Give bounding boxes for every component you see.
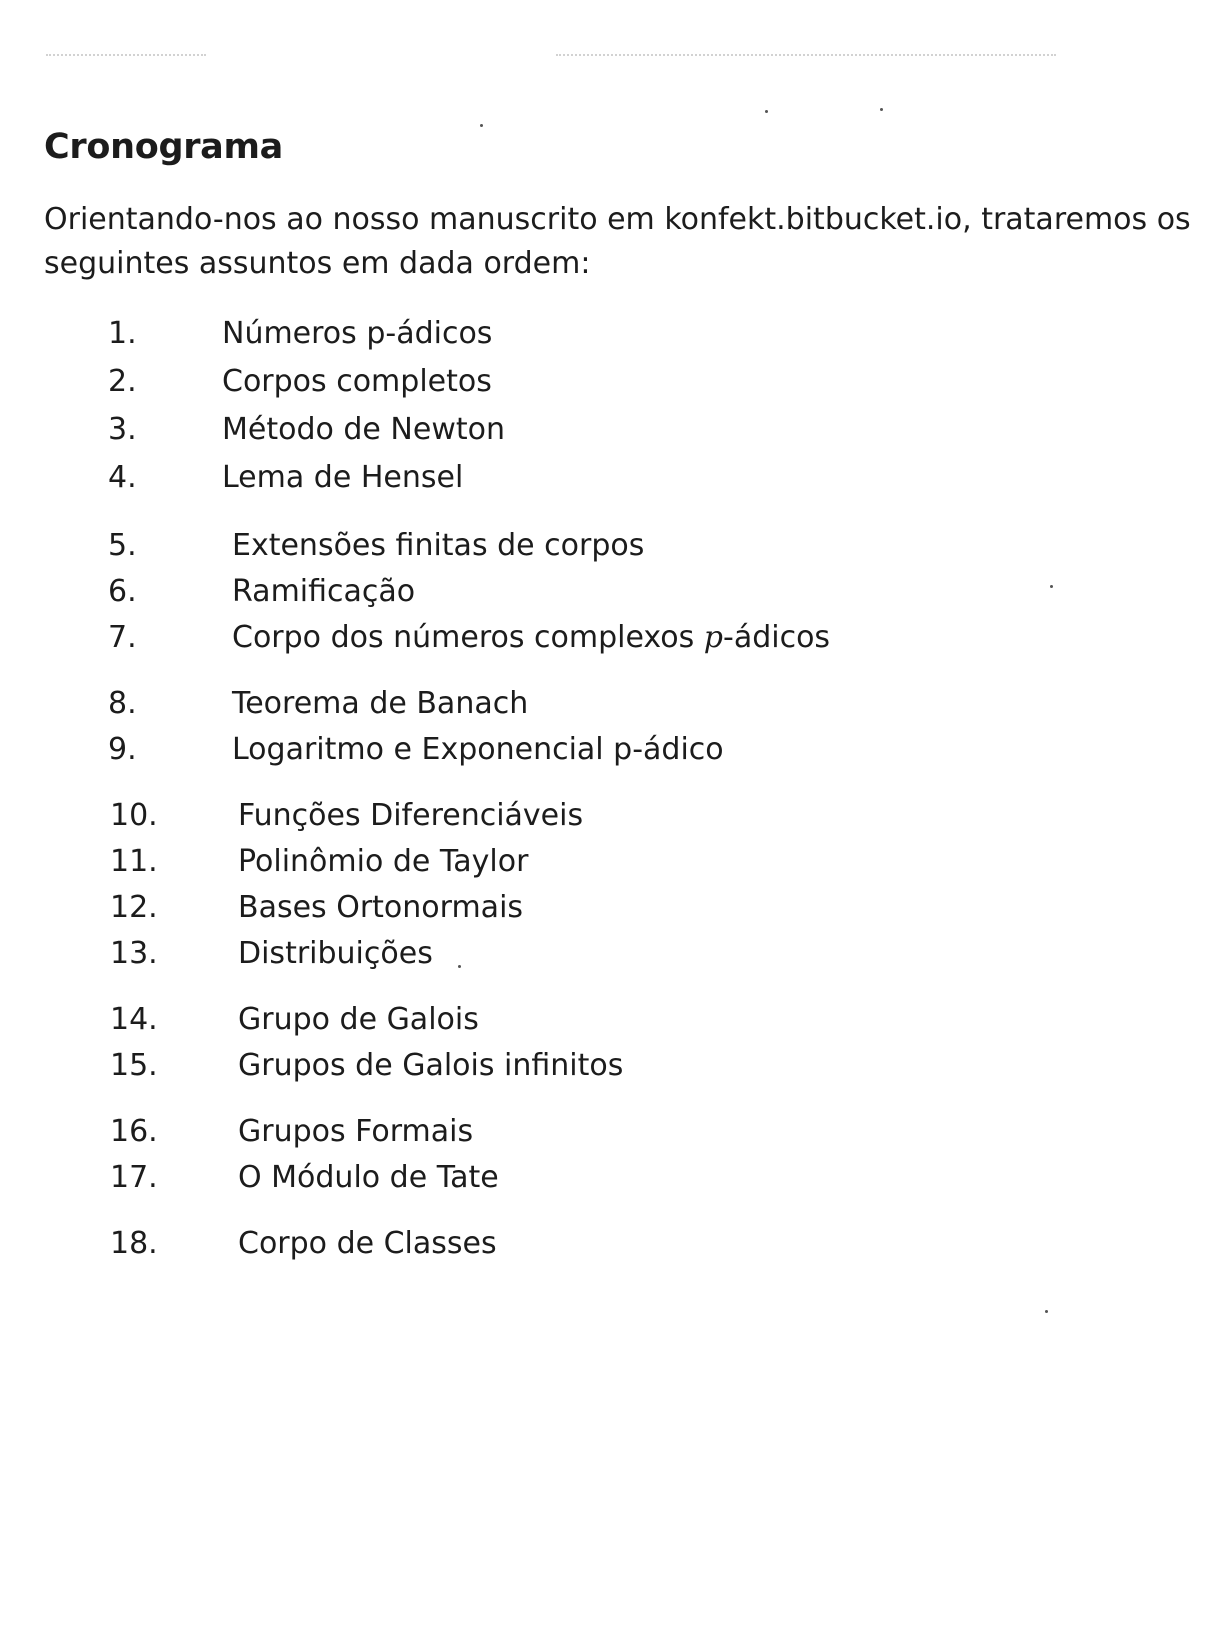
item-number: 5. bbox=[108, 528, 137, 563]
item-number: 1. bbox=[108, 316, 137, 351]
item-label: Extensões finitas de corpos bbox=[232, 528, 645, 563]
item-label: O Módulo de Tate bbox=[238, 1160, 499, 1195]
item-number: 11. bbox=[110, 844, 158, 879]
item-label-suffix: -ádicos bbox=[723, 620, 831, 655]
item-label: Distribuições bbox=[238, 936, 433, 971]
item-label: Funções Diferenciáveis bbox=[238, 798, 584, 833]
item-label: Bases Ortonormais bbox=[238, 890, 524, 925]
item-label bbox=[232, 618, 830, 658]
item-label: Ramificação bbox=[232, 574, 416, 609]
item-number: 3. bbox=[108, 412, 137, 447]
item-number: 13. bbox=[110, 936, 158, 971]
speck bbox=[1045, 1310, 1048, 1313]
item-number: 14. bbox=[110, 1002, 158, 1037]
scan-artifact-left bbox=[46, 44, 206, 56]
item-label: Grupos Formais bbox=[238, 1114, 474, 1149]
item-number: 15. bbox=[110, 1048, 158, 1083]
item-number: 7. bbox=[108, 620, 137, 655]
item-number: 4. bbox=[108, 460, 137, 495]
item-label-prefix: Corpo dos números complexos bbox=[232, 620, 704, 655]
speck bbox=[458, 965, 461, 968]
item-number: 8. bbox=[108, 686, 137, 721]
item-label: Logaritmo e Exponencial p-ádico bbox=[232, 732, 724, 767]
item-label: Lema de Hensel bbox=[222, 460, 464, 495]
speck bbox=[480, 124, 483, 127]
speck bbox=[765, 110, 768, 113]
item-number: 12. bbox=[110, 890, 158, 925]
item-number: 2. bbox=[108, 364, 137, 399]
item-label: Corpos completos bbox=[222, 364, 492, 399]
item-label-variable: p bbox=[703, 620, 723, 655]
item-number: 18. bbox=[110, 1226, 158, 1261]
item-number: 9. bbox=[108, 732, 137, 767]
item-label: Números p-ádicos bbox=[222, 316, 493, 351]
scan-artifact-right bbox=[556, 44, 1056, 56]
item-number: 6. bbox=[108, 574, 137, 609]
item-number: 10. bbox=[110, 798, 158, 833]
page-title: Cronograma bbox=[44, 127, 283, 167]
item-label: Polinômio de Taylor bbox=[238, 844, 529, 879]
speck bbox=[1050, 585, 1053, 588]
speck bbox=[880, 108, 883, 111]
item-number: 16. bbox=[110, 1114, 158, 1149]
item-label: Método de Newton bbox=[222, 412, 505, 447]
item-number: 17. bbox=[110, 1160, 158, 1195]
item-label: Grupos de Galois infinitos bbox=[238, 1048, 624, 1083]
item-label: Teorema de Banach bbox=[232, 686, 529, 721]
intro-paragraph: Orientando-nos ao nosso manuscrito em konfekt.bitbucket.io, trataremos os seguintes assuntos em dada ordem: bbox=[44, 202, 1191, 281]
item-label: Corpo de Classes bbox=[238, 1226, 497, 1261]
item-label: Grupo de Galois bbox=[238, 1002, 479, 1037]
